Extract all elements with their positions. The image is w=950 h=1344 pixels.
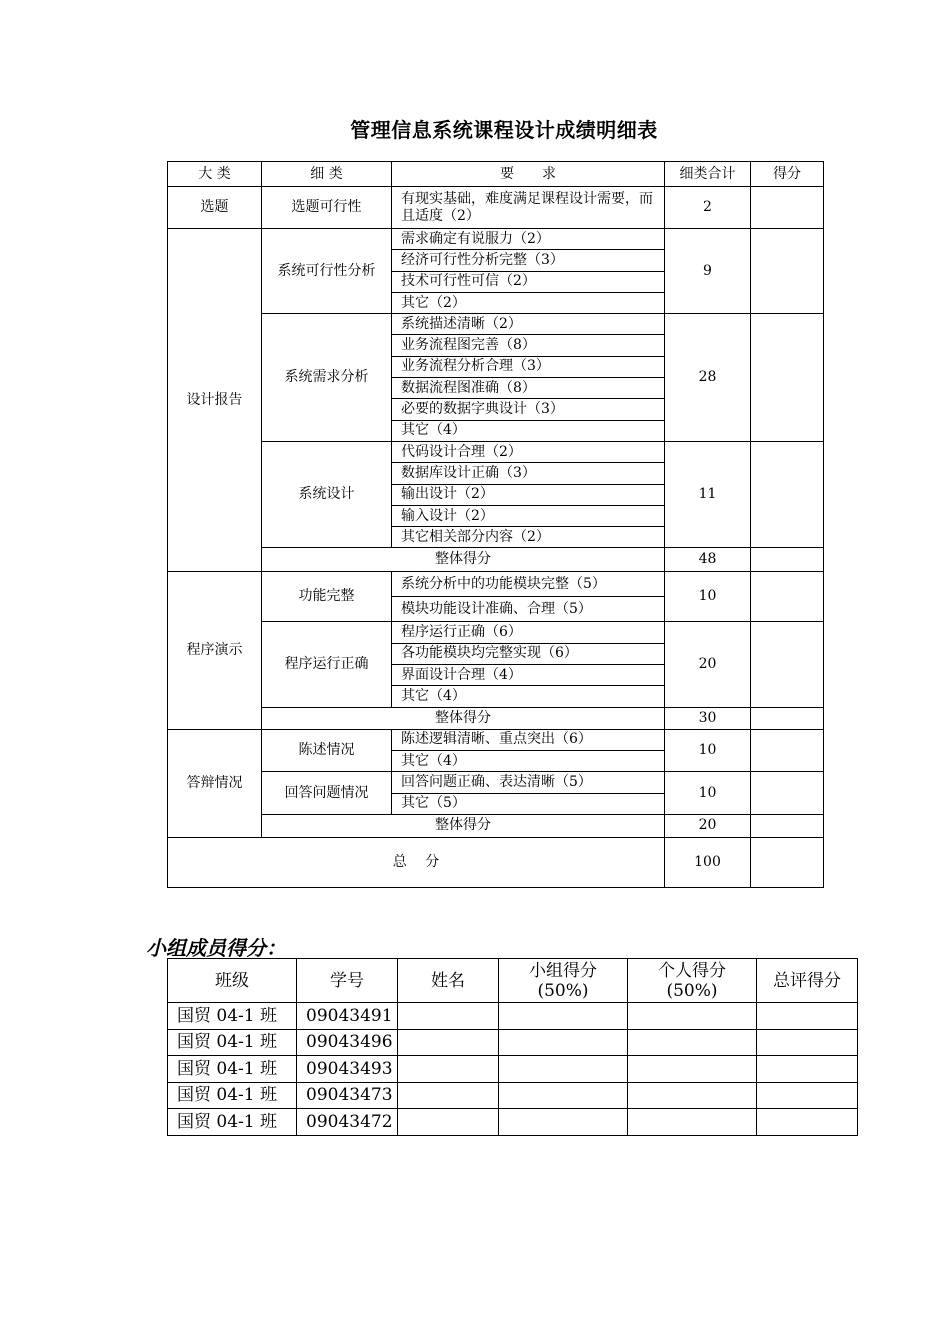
requirement-cell: 数据流程图准确（8） [392,378,665,399]
subcategory-cell: 回答问题情况 [262,772,392,815]
student-id-cell: 09043493 [297,1056,398,1083]
subcategory-cell: 程序运行正确 [262,622,392,707]
score-cell[interactable] [751,622,824,707]
name-cell[interactable] [398,1003,499,1030]
members-header-row [168,959,858,1003]
requirement-cell: 各功能模块均完整实现（6） [392,643,665,664]
header-requirement: 要 求 [392,162,665,187]
requirement-cell: 有现实基础，难度满足课程设计需要，而且适度（2） [392,187,665,229]
class-cell: 国贸 04-1 班 [168,1029,297,1056]
overall-label: 整体得分 [262,707,665,729]
member-row [168,1029,858,1056]
group-score-cell[interactable] [499,1003,628,1030]
overall-label: 整体得分 [262,548,665,572]
table-row [168,572,824,597]
score-cell[interactable] [751,814,824,837]
score-cell[interactable] [751,837,824,887]
name-cell[interactable] [398,1109,499,1136]
score-cell[interactable] [751,729,824,772]
requirement-cell: 其它（4） [392,420,665,441]
requirement-cell: 系统描述清晰（2） [392,314,665,335]
overall-value: 20 [665,814,751,837]
requirement-cell: 其它（4） [392,750,665,771]
score-cell[interactable] [751,572,824,622]
student-id-cell: 09043473 [297,1082,398,1109]
overall-value: 48 [665,548,751,572]
overall-row [168,814,824,837]
score-cell[interactable] [751,772,824,815]
header-student-id: 学号 [297,959,398,1003]
subtotal-cell: 20 [665,622,751,707]
member-row [168,1056,858,1083]
table-row [168,187,824,229]
group-score-cell[interactable] [499,1029,628,1056]
score-cell[interactable] [751,441,824,547]
personal-score-cell[interactable] [628,1056,757,1083]
member-row [168,1082,858,1109]
total-label: 总 分 [168,837,665,887]
overall-label: 整体得分 [262,814,665,837]
table-row [168,772,824,793]
table-row [168,622,824,643]
total-value: 100 [665,837,751,887]
group-score-cell[interactable] [499,1082,628,1109]
requirement-cell: 陈述逻辑清晰、重点突出（6） [392,729,665,750]
final-score-cell[interactable] [757,1029,858,1056]
name-cell[interactable] [398,1056,499,1083]
category-cell: 选题 [168,187,262,229]
requirement-cell: 技术可行性可信（2） [392,271,665,292]
group-score-cell[interactable] [499,1109,628,1136]
final-score-cell[interactable] [757,1109,858,1136]
overall-row [168,548,824,572]
category-cell: 答辩情况 [168,729,262,837]
requirement-cell: 回答问题正确、表达清晰（5） [392,772,665,793]
score-cell[interactable] [751,707,824,729]
subcategory-cell: 系统需求分析 [262,314,392,442]
table-row [168,229,824,250]
class-cell: 国贸 04-1 班 [168,1082,297,1109]
subtotal-cell: 10 [665,729,751,772]
subtotal-cell: 10 [665,572,751,622]
requirement-cell: 其它（2） [392,292,665,313]
header-final-score: 总评得分 [757,959,858,1003]
subcategory-cell: 功能完整 [262,572,392,622]
category-cell: 设计报告 [168,229,262,572]
requirement-cell: 其它相关部分内容（2） [392,527,665,548]
requirement-cell: 需求确定有说服力（2） [392,229,665,250]
members-table [167,958,858,1136]
subtotal-cell: 9 [665,229,751,314]
requirement-cell: 经济可行性分析完整（3） [392,250,665,271]
subtotal-cell: 11 [665,441,751,547]
score-cell[interactable] [751,548,824,572]
requirement-cell: 输入设计（2） [392,505,665,526]
requirement-cell: 业务流程图完善（8） [392,335,665,356]
header-category: 大 类 [168,162,262,187]
requirement-cell: 系统分析中的功能模块完整（5） [392,572,665,597]
header-personal-score: 个人得分 (50%) [628,959,757,1003]
subcategory-cell: 系统可行性分析 [262,229,392,314]
group-score-cell[interactable] [499,1056,628,1083]
final-score-cell[interactable] [757,1056,858,1083]
subcategory-cell: 陈述情况 [262,729,392,772]
overall-row [168,707,824,729]
header-score: 得分 [751,162,824,187]
header-group-score: 小组得分 (50%) [499,959,628,1003]
subtotal-cell: 10 [665,772,751,815]
page-title: 管理信息系统课程设计成绩明细表 [350,118,658,142]
members-title: 小组成员得分： [146,936,286,960]
member-row [168,1109,858,1136]
class-cell: 国贸 04-1 班 [168,1056,297,1083]
subcategory-cell: 系统设计 [262,441,392,547]
student-id-cell: 09043496 [297,1029,398,1056]
table-row [168,729,824,750]
total-row [168,837,824,887]
category-cell: 程序演示 [168,572,262,729]
header-subtotal: 细类合计 [665,162,751,187]
score-cell[interactable] [751,314,824,442]
header-class: 班级 [168,959,297,1003]
subtotal-cell: 2 [665,187,751,229]
personal-score-cell[interactable] [628,1109,757,1136]
class-cell: 国贸 04-1 班 [168,1109,297,1136]
name-cell[interactable] [398,1029,499,1056]
subtotal-cell: 28 [665,314,751,442]
class-cell: 国贸 04-1 班 [168,1003,297,1030]
score-cell[interactable] [751,229,824,314]
score-detail-table [167,161,824,888]
score-cell[interactable] [751,187,824,229]
final-score-cell[interactable] [757,1003,858,1030]
requirement-cell: 数据库设计正确（3） [392,463,665,484]
final-score-cell[interactable] [757,1082,858,1109]
header-subcategory: 细 类 [262,162,392,187]
requirement-cell: 业务流程分析合理（3） [392,356,665,377]
student-id-cell: 09043491 [297,1003,398,1030]
requirement-cell: 其它（4） [392,686,665,707]
requirement-cell: 其它（5） [392,793,665,814]
table-row [168,314,824,335]
requirement-cell: 输出设计（2） [392,484,665,505]
header-name: 姓名 [398,959,499,1003]
requirement-cell: 程序运行正确（6） [392,622,665,643]
requirement-cell: 代码设计合理（2） [392,441,665,462]
member-row [168,1003,858,1030]
personal-score-cell[interactable] [628,1082,757,1109]
header-row [168,162,824,187]
personal-score-cell[interactable] [628,1003,757,1030]
student-id-cell: 09043472 [297,1109,398,1136]
table-row [168,441,824,462]
requirement-cell: 必要的数据字典设计（3） [392,399,665,420]
requirement-cell: 模块功能设计准确、合理（5） [392,597,665,622]
subcategory-cell: 选题可行性 [262,187,392,229]
overall-value: 30 [665,707,751,729]
requirement-cell: 界面设计合理（4） [392,665,665,686]
personal-score-cell[interactable] [628,1029,757,1056]
name-cell[interactable] [398,1082,499,1109]
